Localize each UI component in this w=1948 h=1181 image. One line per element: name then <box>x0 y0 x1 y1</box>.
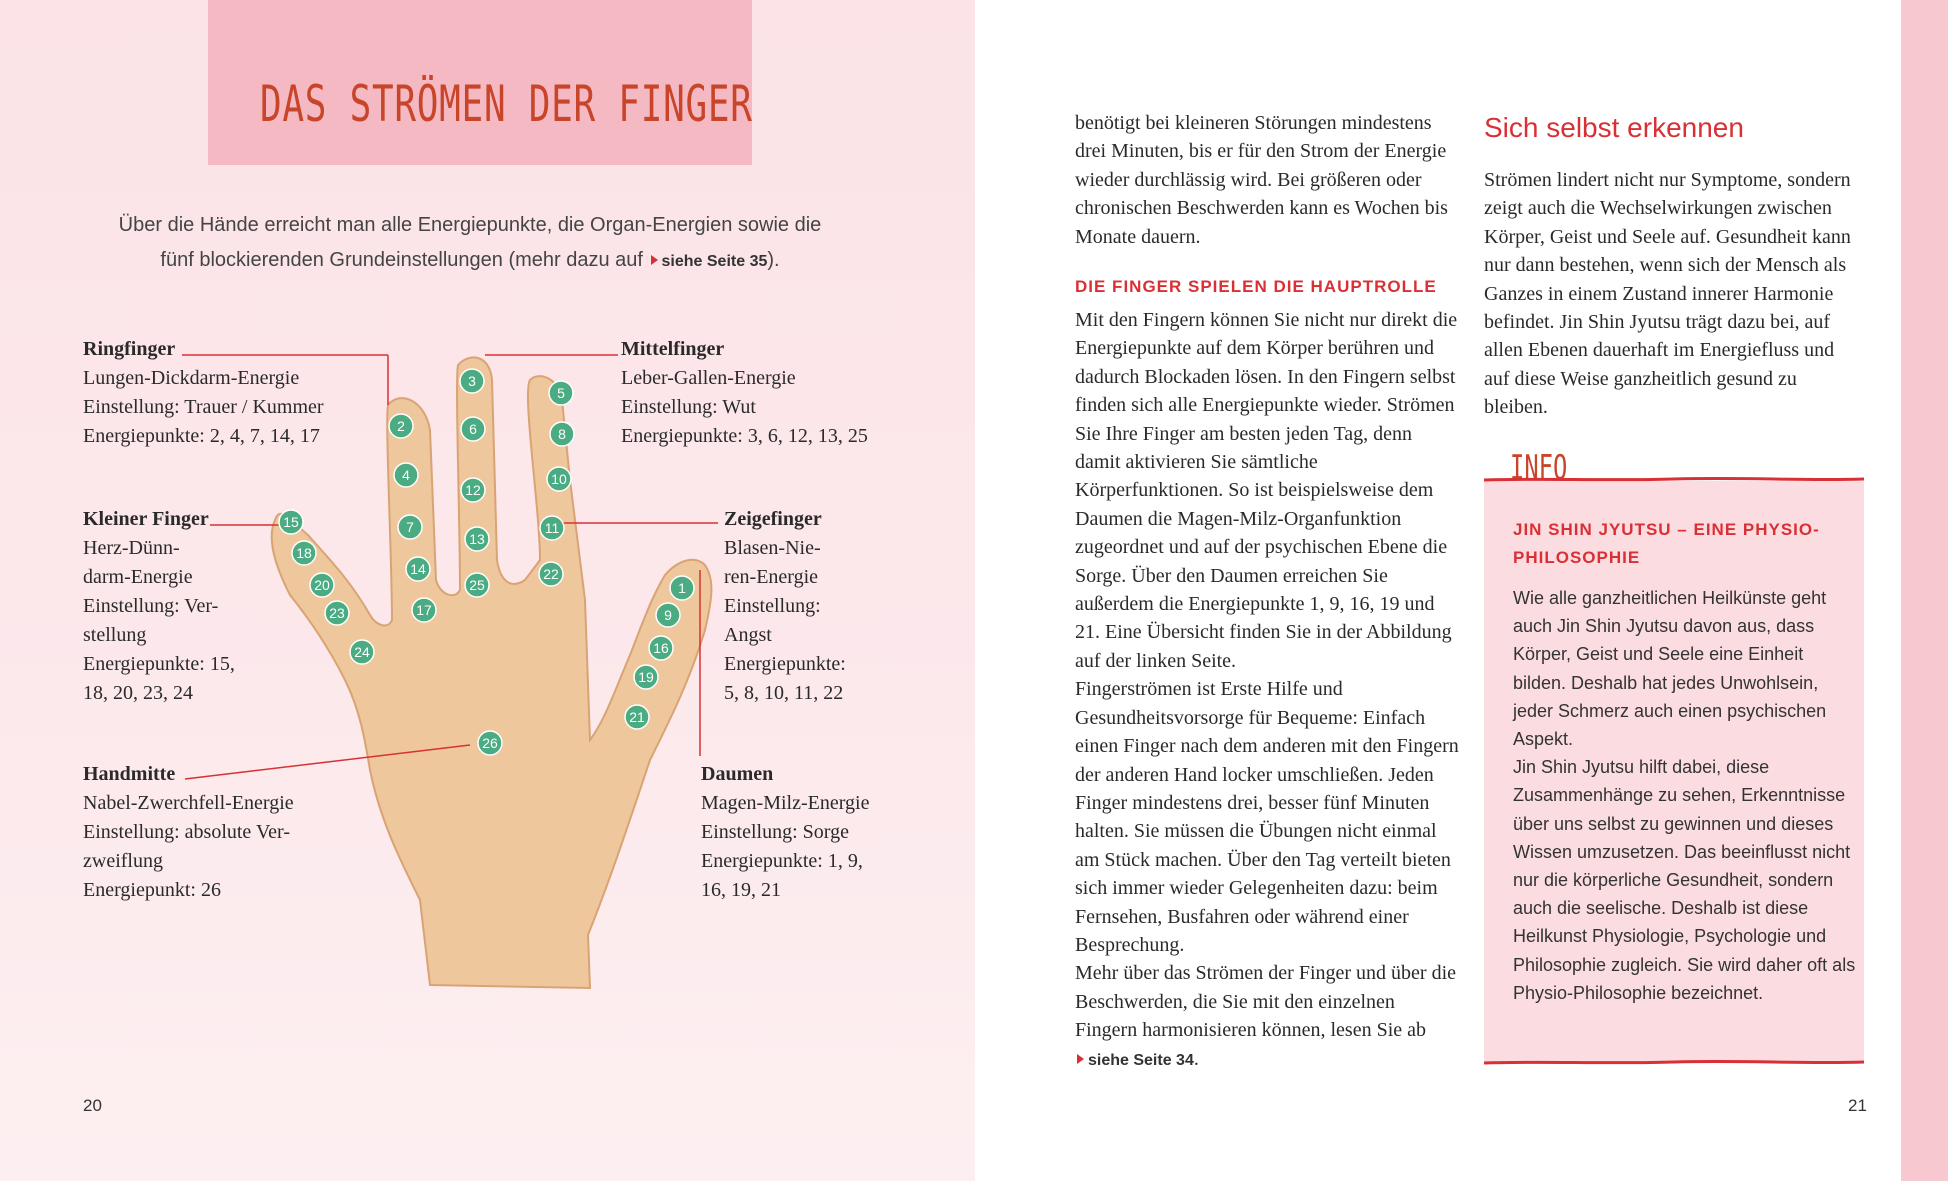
label-zeigefinger-title: Zeigefinger <box>724 508 822 530</box>
energy-point-9 <box>656 603 680 627</box>
column-2 <box>1484 166 1864 422</box>
energy-point-21 <box>625 705 649 729</box>
info-bottom-rule <box>1484 1058 1866 1068</box>
col1-xref-link[interactable]: siehe Seite 34 <box>1088 1051 1194 1069</box>
energy-point-1 <box>670 576 694 600</box>
label-line: 18, 20, 23, 24 <box>83 682 193 704</box>
energy-point-3 <box>460 369 484 393</box>
label-line: Energiepunkt: 26 <box>83 879 221 901</box>
col2-paragraph-1: Strömen lindert nicht nur Symptome, sondern zeigt auch die Wechselwirkungen zwischen Körper, Geist und Seele auf. Gesundheit kann nur dann bestehen, wenn sich der Mensch als Ganzes in einem Zustand innerer Harmonie befindet. Jin Shin Jyutsu trägt dazu bei, auf allen Ebenen dauerhaft im Energiefluss und auf diese Weise ganzheitlich gesund zu bleiben. <box>1484 169 1851 419</box>
energy-point-number: 12 <box>465 482 481 498</box>
label-line: Nabel-Zwerchfell-Energie <box>83 792 294 814</box>
energy-point-number: 11 <box>544 520 560 536</box>
label-daumen <box>701 760 869 905</box>
energy-point-5 <box>549 381 573 405</box>
col1-paragraph-2: Mit den Fingern können Sie nicht nur direkt die Energiepunkte auf dem Körper berühren und dadurch Blockaden lösen. In den Fingern selbst finden sich alle Energiepunkte wieder. Strömen Sie Ihre Finger am besten jeden Tag, denn damit aktivieren Sie sämtliche Körperfunktionen. So ist beispielsweise dem Daumen die Magen-Milz-Organfunktion zugeordnet und auf der psychischen Ebene die Sorge. Über den Daumen erreichen Sie außerdem die Energiepunkte 1, 9, 16, 19 und 21. Eine Übersicht finden Sie in der Abbildung auf der linken Seite. <box>1075 309 1458 672</box>
energy-point-number: 16 <box>653 640 669 656</box>
label-mittelfinger <box>621 335 868 451</box>
column-1-top <box>1075 109 1455 251</box>
energy-point-22 <box>539 562 563 586</box>
label-line: Energiepunkte: <box>724 653 846 675</box>
label-mittelfinger-title: Mittelfinger <box>621 338 725 360</box>
col1-subheading: DIE FINGER SPIELEN DIE HAUPTROLLE <box>1075 277 1437 296</box>
intro-line2: fünf blockierenden Grundeinstellungen (mehr dazu auf <box>160 249 643 271</box>
energy-point-10 <box>547 467 571 491</box>
energy-point-19 <box>634 665 658 689</box>
label-line: 16, 19, 21 <box>701 879 781 901</box>
page-edge-stripe <box>1901 0 1948 1181</box>
energy-point-8 <box>550 422 574 446</box>
label-line: Energiepunkte: 3, 6, 12, 13, 25 <box>621 425 868 447</box>
energy-point-number: 18 <box>296 545 312 561</box>
col1-xref-end: . <box>1193 1047 1199 1070</box>
label-line: ren-Energie <box>724 566 819 588</box>
energy-point-number: 10 <box>551 471 567 487</box>
energy-point-11 <box>540 516 564 540</box>
label-line: Einstellung: absolute Ver- <box>83 821 290 843</box>
intro-end: ). <box>767 249 780 271</box>
energy-point-number: 20 <box>314 577 330 593</box>
page-number-left: 20 <box>83 1096 102 1115</box>
col1-paragraph-4-text: Mehr über das Strömen der Finger und über die Beschwerden, die Sie mit den einzelnen Fingern harmonisieren können, lesen Sie ab <box>1075 962 1457 1042</box>
energy-point-number: 3 <box>468 373 476 389</box>
energy-point-number: 21 <box>629 709 645 725</box>
label-line: Herz-Dünn- <box>83 537 180 559</box>
info-heading: JIN SHIN JYUTSU – EINE PHYSIO-PHILOSOPHIE <box>1513 520 1820 567</box>
energy-point-number: 13 <box>469 531 485 547</box>
label-line: Blasen-Nie- <box>724 537 821 559</box>
info-title: INFO <box>1510 448 1568 488</box>
energy-point-13 <box>465 527 489 551</box>
energy-point-4 <box>394 463 418 487</box>
label-ringfinger <box>83 335 324 451</box>
col1-paragraph-3: Fingerströmen ist Erste Hilfe und Gesundheitsvorsorge für Bequeme: Einfach einen Finger nach dem anderen mit den Fingern der anderen Hand locker umschließen. Jeden Finger mindestens drei, besser fünf Minuten halten. Sie müssen die Übungen nicht einmal am Stück machen. Über den Tag verteilt bieten sich immer wieder Gelegenheiten dazu: beim Fernsehen, Busfahren oder während einer Besprechung. <box>1075 678 1459 956</box>
energy-point-number: 25 <box>469 577 485 593</box>
col1-paragraph-4 <box>1075 959 1460 1075</box>
energy-point-24 <box>350 640 374 664</box>
label-line: Energiepunkte: 1, 9, <box>701 850 863 872</box>
label-line: Magen-Milz-Energie <box>701 792 870 814</box>
label-line: Einstellung: Sorge <box>701 821 849 843</box>
energy-point-number: 5 <box>557 385 565 401</box>
energy-point-number: 24 <box>354 644 370 660</box>
column-1-main <box>1075 306 1460 1075</box>
energy-point-number: 4 <box>402 467 410 483</box>
energy-point-14 <box>406 557 430 581</box>
label-handmitte-title: Handmitte <box>83 763 176 785</box>
energy-point-6 <box>461 417 485 441</box>
energy-point-number: 8 <box>558 426 566 442</box>
label-kleiner-finger <box>83 505 235 708</box>
energy-point-number: 2 <box>397 418 405 434</box>
col1-paragraph-1: benötigt bei kleineren Störungen mindestens drei Minuten, bis er für den Strom der Energie wieder durchlässig wird. Bei größeren oder chronischen Beschwerden kann es Wochen bis Monate dauern. <box>1075 112 1448 248</box>
col2-heading: Sich selbst erkennen <box>1484 112 1744 143</box>
intro-line1: Über die Hände erreicht man alle Energiepunkte, die Organ-Energien sowie die <box>118 214 822 236</box>
label-line: Leber-Gallen-Energie <box>621 367 796 389</box>
arrow-right-icon <box>1077 1054 1084 1064</box>
label-line: stellung <box>83 624 147 646</box>
energy-point-number: 23 <box>329 605 345 621</box>
energy-point-15 <box>279 510 303 534</box>
label-line: zweiflung <box>83 850 163 872</box>
label-line: Lungen-Dickdarm-Energie <box>83 367 300 389</box>
energy-point-number: 1 <box>678 580 686 596</box>
energy-point-26 <box>478 731 502 755</box>
energy-point-25 <box>465 573 489 597</box>
energy-point-7 <box>398 515 422 539</box>
info-body <box>1513 584 1858 1007</box>
label-handmitte <box>83 760 294 905</box>
info-top-rule <box>1484 475 1866 485</box>
info-paragraph-1: Wie alle ganzheitlichen Heilkünste geht auch Jin Shin Jyutsu davon aus, dass Körper, Geist und Seele eine Einheit bilden. Deshalb hat jedes Unwohlsein, jeder Schmerz auch einen psychischen Aspekt. <box>1513 588 1827 750</box>
label-line: 5, 8, 10, 11, 22 <box>724 682 844 704</box>
energy-point-number: 17 <box>416 602 432 618</box>
energy-point-12 <box>461 478 485 502</box>
label-line: Angst <box>724 624 772 646</box>
label-line: Energiepunkte: 15, <box>83 653 235 675</box>
label-line: Energiepunkte: 2, 4, 7, 14, 17 <box>83 425 320 447</box>
energy-point-20 <box>310 573 334 597</box>
energy-point-number: 22 <box>543 566 559 582</box>
energy-point-number: 7 <box>406 519 414 535</box>
energy-point-18 <box>292 541 316 565</box>
page-number-right: 21 <box>1848 1096 1867 1115</box>
label-zeigefinger <box>724 505 846 708</box>
label-line: Einstellung: Ver- <box>83 595 219 617</box>
label-line: Einstellung: <box>724 595 821 617</box>
label-daumen-title: Daumen <box>701 763 774 785</box>
energy-point-number: 15 <box>283 514 299 530</box>
label-line: darm-Energie <box>83 566 193 588</box>
label-line: Einstellung: Trauer / Kummer <box>83 396 324 418</box>
page-title: DAS STRÖMEN DER FINGER <box>260 75 753 133</box>
energy-point-number: 6 <box>469 421 477 437</box>
info-paragraph-2: Jin Shin Jyutsu hilft dabei, diese Zusammenhänge zu sehen, Erkenntnisse über uns selbst zu gewinnen und dieses Wissen umzusetzen. Das beeinflusst nicht nur die körperliche Gesundheit, sondern auch die seelische. Deshalb ist diese Heilkunst Physiologie, Psychologie und Philosophie zugleich. Sie wird daher oft als Physio-Philosophie bezeichnet. <box>1513 757 1856 1003</box>
energy-point-number: 26 <box>482 735 498 751</box>
energy-point-number: 9 <box>664 607 672 623</box>
intro-xref-link[interactable]: siehe Seite 35 <box>661 253 768 270</box>
energy-point-2 <box>389 414 413 438</box>
energy-point-16 <box>649 636 673 660</box>
label-ringfinger-title: Ringfinger <box>83 338 176 360</box>
energy-point-17 <box>412 598 436 622</box>
label-line: Einstellung: Wut <box>621 396 756 418</box>
energy-point-number: 19 <box>638 669 654 685</box>
energy-point-23 <box>325 601 349 625</box>
label-kleiner-finger-title: Kleiner Finger <box>83 508 209 530</box>
energy-point-number: 14 <box>410 561 426 577</box>
